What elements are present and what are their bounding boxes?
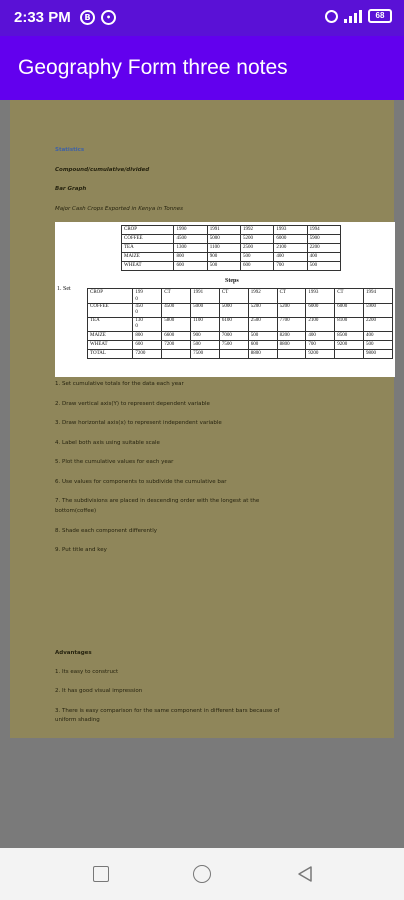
- table-cell: 8200: [277, 332, 306, 341]
- table-cell: 8100: [335, 318, 364, 332]
- table-cell: 5900: [307, 235, 340, 244]
- step-item: 3. Draw horizontal axis(x) to represent independent variable: [55, 420, 222, 426]
- app-title: Geography Form three notes: [18, 56, 288, 79]
- table-cell: 500: [364, 341, 393, 350]
- table-cell: WHEAT: [88, 341, 133, 350]
- table-cell: 8800: [248, 350, 277, 359]
- table-header-cell: 1991: [191, 289, 220, 304]
- table-cell: 1300: [174, 244, 207, 253]
- table-header-cell: CT: [277, 289, 306, 304]
- table-header-cell: CT: [335, 289, 364, 304]
- table-cell: TEA: [122, 244, 174, 253]
- table-header-cell: 199 0: [133, 289, 162, 304]
- notification-icons: [80, 10, 116, 25]
- table-cell: 600: [241, 262, 274, 271]
- table-cell: [277, 350, 306, 359]
- table-row: [88, 332, 393, 341]
- table-cell: 500: [191, 341, 220, 350]
- table-row: [88, 304, 393, 318]
- step-item: 9. Put title and key: [55, 547, 107, 553]
- table-cell: 6000: [274, 235, 307, 244]
- document-page: [10, 100, 394, 738]
- cumulative-table: [87, 288, 393, 359]
- table-cell: 2200: [307, 244, 340, 253]
- table-header-cell: CROP: [122, 226, 174, 235]
- doc-subheading: Compound/cumulative/divided: [55, 167, 150, 173]
- advantage-item-continued: uniform shading: [55, 717, 100, 723]
- table-header-cell: 1994: [364, 289, 393, 304]
- table-header-row: [122, 226, 341, 235]
- steps-label: Steps: [225, 278, 239, 284]
- navigation-bar: [0, 848, 404, 900]
- doc-bar-graph: Bar Graph: [55, 186, 87, 192]
- table-cell: 8500: [335, 332, 364, 341]
- table-header-cell: 1992: [248, 289, 277, 304]
- table-cell: 800: [174, 253, 207, 262]
- advantage-item: 2. It has good visual impression: [55, 688, 143, 694]
- table-cell: 500: [248, 332, 277, 341]
- advantage-item: 3. There is easy comparison for the same component in different bars because of: [55, 708, 280, 714]
- table-cell: 7700: [277, 318, 306, 332]
- table-header-cell: 1994: [307, 226, 340, 235]
- table-cell: 5200: [248, 304, 277, 318]
- status-right: [325, 9, 392, 23]
- table-cell: 9200: [306, 350, 335, 359]
- table-cell: 400: [306, 332, 335, 341]
- table-cell: 5200: [277, 304, 306, 318]
- status-bar: [0, 0, 404, 36]
- table-header-cell: 1991: [207, 226, 240, 235]
- table-cell: 900: [207, 253, 240, 262]
- table-cell: 5000: [219, 304, 248, 318]
- table-row: [122, 235, 341, 244]
- table-cell: [335, 350, 364, 359]
- table-cell: 500: [307, 262, 340, 271]
- signal-icon: [344, 9, 362, 23]
- table-cell: 1100: [191, 318, 220, 332]
- chrome-notification-icon: •: [101, 10, 116, 25]
- table-row: [122, 244, 341, 253]
- table-cell: 7500: [219, 341, 248, 350]
- table-cell: 2500: [241, 244, 274, 253]
- table-row: [122, 262, 341, 271]
- table-cell: 130 0: [133, 318, 162, 332]
- table-cell: 5800: [162, 318, 191, 332]
- step-item-continued: bottom(coffee): [55, 508, 97, 514]
- table-header-cell: 1993: [306, 289, 335, 304]
- table-row: [88, 350, 393, 359]
- table-header-cell: CT: [219, 289, 248, 304]
- home-icon[interactable]: [193, 865, 211, 883]
- table-cell: MAIZE: [122, 253, 174, 262]
- hotspot-icon: [325, 10, 338, 23]
- b-notification-icon: B: [80, 10, 95, 25]
- table-cell: MAIZE: [88, 332, 133, 341]
- step-item: 8. Shade each component differently: [55, 528, 157, 534]
- table-cell: 2100: [274, 244, 307, 253]
- table-row: [88, 341, 393, 350]
- table-cell: WHEAT: [122, 262, 174, 271]
- step-item: 1. Set cumulative totals for the data each year: [55, 381, 184, 387]
- table-cell: 2500: [248, 318, 277, 332]
- table-cell: 500: [241, 253, 274, 262]
- table-cell: 800: [133, 332, 162, 341]
- doc-heading[interactable]: Statistics: [55, 147, 85, 153]
- table-cell: COFFEE: [88, 304, 133, 318]
- table-cell: 7500: [191, 350, 220, 359]
- table-cell: 400: [274, 253, 307, 262]
- battery-icon: 68: [368, 9, 392, 23]
- table-cell: 600: [248, 341, 277, 350]
- table-cell: 7200: [133, 350, 162, 359]
- step-item: 4. Label both axis using suitable scale: [55, 440, 160, 446]
- table-cell: 6000: [335, 304, 364, 318]
- table-cell: 6100: [219, 318, 248, 332]
- table-cell: 600: [174, 262, 207, 271]
- table-header-row: [88, 289, 393, 304]
- table-cell: 2200: [364, 318, 393, 332]
- table-cell: 450 0: [133, 304, 162, 318]
- doc-caption: Major Cash Crops Exported in Kenya in Tonnes: [55, 206, 183, 212]
- table-cell: 900: [191, 332, 220, 341]
- table-cell: 9200: [335, 341, 364, 350]
- table-cell: 600: [133, 341, 162, 350]
- table-cell: 5000: [191, 304, 220, 318]
- table-header-cell: 1992: [241, 226, 274, 235]
- step-item: 2. Draw vertical axis(Y) to represent dependent variable: [55, 401, 210, 407]
- status-time: 2:33 PM: [14, 9, 71, 26]
- table-cell: 500: [207, 262, 240, 271]
- step-item: 7. The subdivisions are placed in descending order with the longest at the: [55, 498, 260, 504]
- table-cell: 7000: [219, 332, 248, 341]
- table-cell: 4500: [174, 235, 207, 244]
- table-cell: 1100: [207, 244, 240, 253]
- table-header-cell: 1990: [174, 226, 207, 235]
- back-icon[interactable]: [296, 865, 314, 883]
- step-item: 6. Use values for components to subdivide the cumulative bar: [55, 479, 227, 485]
- table-cell: 5900: [364, 304, 393, 318]
- table-cell: 8800: [277, 341, 306, 350]
- table-image: [55, 222, 395, 377]
- set-label: 1. Set: [57, 286, 71, 292]
- advantages-heading: Advantages: [55, 650, 92, 656]
- table-cell: 6000: [306, 304, 335, 318]
- table-cell: [219, 350, 248, 359]
- crops-table: [121, 225, 341, 271]
- table-cell: 4500: [162, 304, 191, 318]
- table-header-cell: 1993: [274, 226, 307, 235]
- table-cell: TEA: [88, 318, 133, 332]
- table-cell: 7200: [162, 341, 191, 350]
- table-cell: 6600: [162, 332, 191, 341]
- table-row: [88, 318, 393, 332]
- table-cell: [162, 350, 191, 359]
- table-cell: 5000: [207, 235, 240, 244]
- table-cell: 700: [306, 341, 335, 350]
- advantage-item: 1. Its easy to construct: [55, 669, 119, 675]
- table-cell: COFFEE: [122, 235, 174, 244]
- table-cell: 5200: [241, 235, 274, 244]
- table-cell: TOTAL: [88, 350, 133, 359]
- table-header-cell: CROP: [88, 289, 133, 304]
- table-header-cell: CT: [162, 289, 191, 304]
- app-bar: [0, 36, 404, 100]
- table-cell: 2100: [306, 318, 335, 332]
- recent-apps-icon[interactable]: [93, 866, 109, 882]
- table-cell: 700: [274, 262, 307, 271]
- table-cell: 400: [307, 253, 340, 262]
- step-item: 5. Plot the cumulative values for each year: [55, 459, 174, 465]
- table-row: [122, 253, 341, 262]
- table-cell: 400: [364, 332, 393, 341]
- table-cell: 9800: [364, 350, 393, 359]
